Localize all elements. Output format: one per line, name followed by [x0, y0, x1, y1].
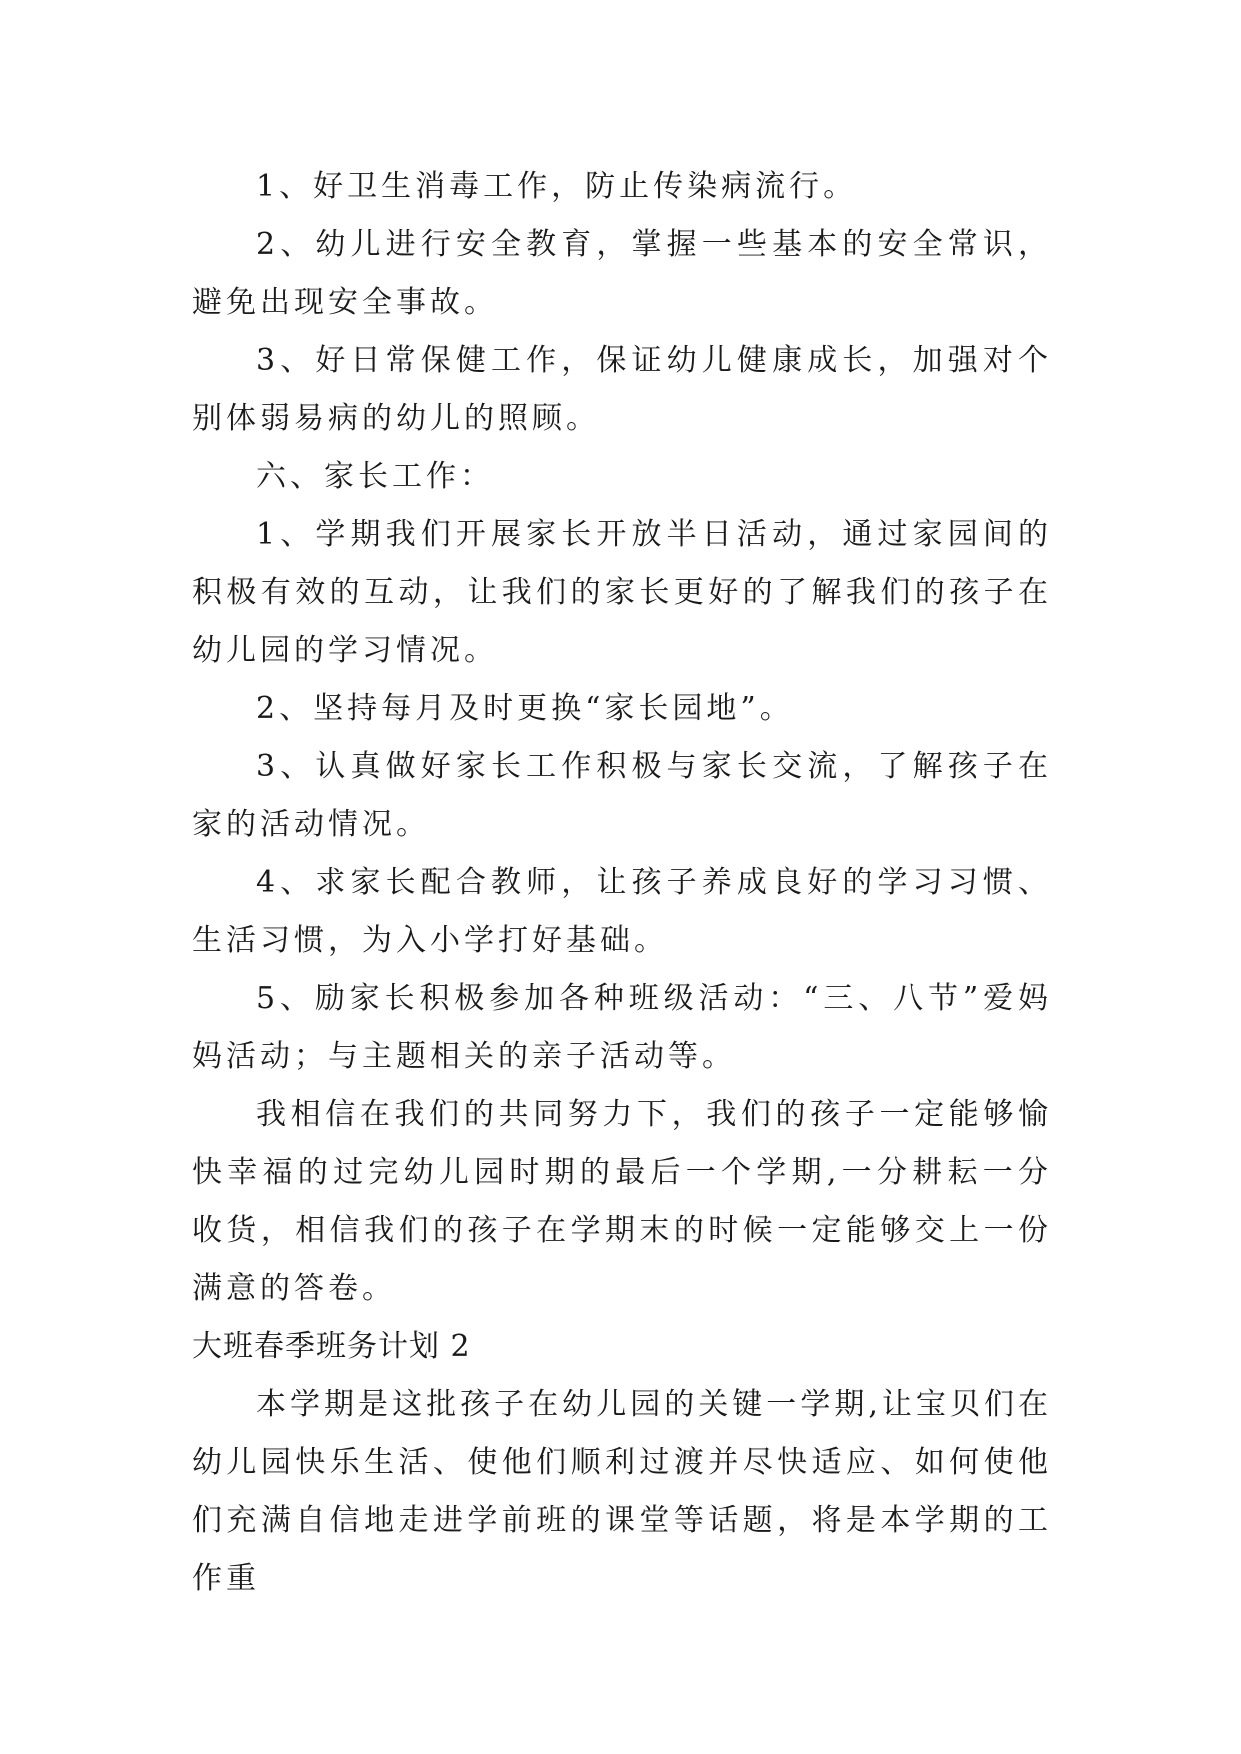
document-title: 大班春季班务计划 2	[192, 1329, 471, 1364]
closing-paragraph: 我相信在我们的共同努力下，我们的孩子一定能够愉快幸福的过完幼儿园时期的最后一个学期,一分耕耘一分收货，相信我们的孩子在学期末的时候一定能够交上一份满意的答卷。	[192, 1097, 1052, 1306]
paragraph: 1、学期我们开展家长开放半日活动，通过家园间的积极有效的互动，让我们的家长更好的了解我们的孩子在幼儿园的学习情况。	[192, 517, 1052, 668]
document-body	[192, 158, 1052, 1608]
paragraph: 1、好卫生消毒工作，防止传染病流行。	[256, 169, 858, 204]
paragraph: 2、幼儿进行安全教育，掌握一些基本的安全常识，避免出现安全事故。	[192, 227, 1052, 320]
section-heading-parents-work: 六、家长工作：	[256, 459, 494, 494]
paragraph: 4、求家长配合教师，让孩子养成良好的学习习惯、生活习惯，为入小学打好基础。	[192, 865, 1052, 958]
paragraph: 本学期是这批孩子在幼儿园的关键一学期,让宝贝们在幼儿园快乐生活、使他们顺利过渡并尽快适应、如何使他们充满自信地走进学前班的课堂等话题，将是本学期的工作重	[192, 1387, 1052, 1596]
paragraph: 3、认真做好家长工作积极与家长交流，了解孩子在家的活动情况。	[192, 749, 1052, 842]
paragraph: 2、坚持每月及时更换“家长园地”。	[256, 691, 794, 726]
paragraph: 3、好日常保健工作，保证幼儿健康成长，加强对个别体弱易病的幼儿的照顾。	[192, 343, 1052, 436]
paragraph: 5、励家长积极参加各种班级活动：“三、八节”爱妈妈活动；与主题相关的亲子活动等。	[192, 981, 1052, 1074]
